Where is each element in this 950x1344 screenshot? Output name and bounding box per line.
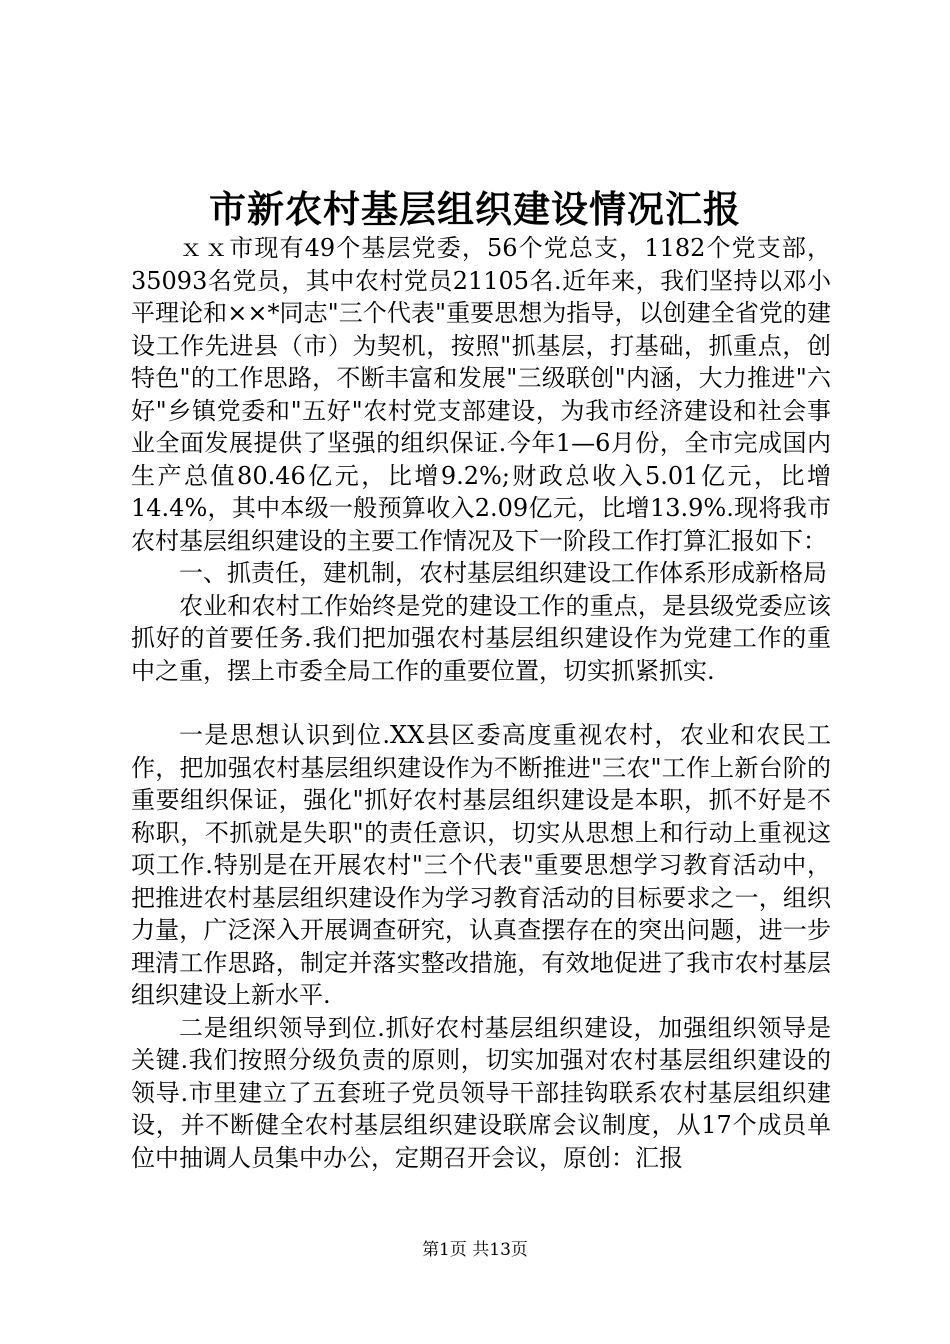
document-title: 市新农村基层组织建设情况汇报 [209, 187, 741, 231]
paragraph-intro: ｘｘ市现有49个基层党委，56个党总支，1182个党支部，35093名党员，其中农村党员21105名.近年来，我们坚持以邓小平理论和××*同志"三个代表"重要思想为指导，以创建全省党的建设工作先进县（市）为契机，按照"抓基层，打基础，抓重点，创特色"的工作思路，不断丰富和发展"三级联创"内涵，大力推进"六好"乡镇党委和"五好"农村党支部建设，为我市经济建设和社会事业全面发展提供了坚强的组织保证.今年1—6月份，全市完成国内生产总值80.46亿元，比增9.2%;财政总收入5.01亿元，比增14.4%，其中本级一般预算收入2.09亿元，比增13.9%.现将我市农村基层组织建设的主要工作情况及下一阶段工作打算汇报如下： [131, 234, 831, 555]
section-heading-1: 一、抓责任，建机制，农村基层组织建设工作体系形成新格局 [179, 559, 827, 587]
paragraph-point-1: 一是思想认识到位.XX县区委高度重视农村，农业和农民工作，把加强农村基层组织建设作为不断推进"三农"工作上新台阶的重要组织保证，强化"抓好农村基层组织建设是本职，抓不好是不称职，不抓就是失职"的责任意识，切实从思想上和行动上重视这项工作.特别是在开展农村"三个代表"重要思想学习教育活动中，把推进农村基层组织建设作为学习教育活动的目标要求之一，组织力量，广泛深入开展调查研究，认真查摆存在的突出问题，进一步理清工作思路，制定并落实整改措施，有效地促进了我市农村基层组织建设上新水平. [131, 721, 831, 1009]
paragraph-section-1-overview: 农业和农村工作始终是党的建设工作的重点，是县级党委应该抓好的首要任务.我们把加强农村基层组织建设作为党建工作的重中之重，摆上市委全局工作的重要位置，切实抓紧抓实. [131, 591, 831, 685]
paragraph-point-2: 二是组织领导到位.抓好农村基层组织建设，加强组织领导是关键.我们按照分级负责的原则，切实加强对农村基层组织建设的领导.市里建立了五套班子党员领导干部挂钩联系农村基层组织建设，并不断健全农村基层组织建设联席会议制度，从17个成员单位中抽调人员集中办公，定期召开会议，原创：汇报 [131, 1013, 831, 1172]
document-body [131, 232, 831, 1174]
page-footer: 第1页 共13页 [422, 1240, 528, 1260]
